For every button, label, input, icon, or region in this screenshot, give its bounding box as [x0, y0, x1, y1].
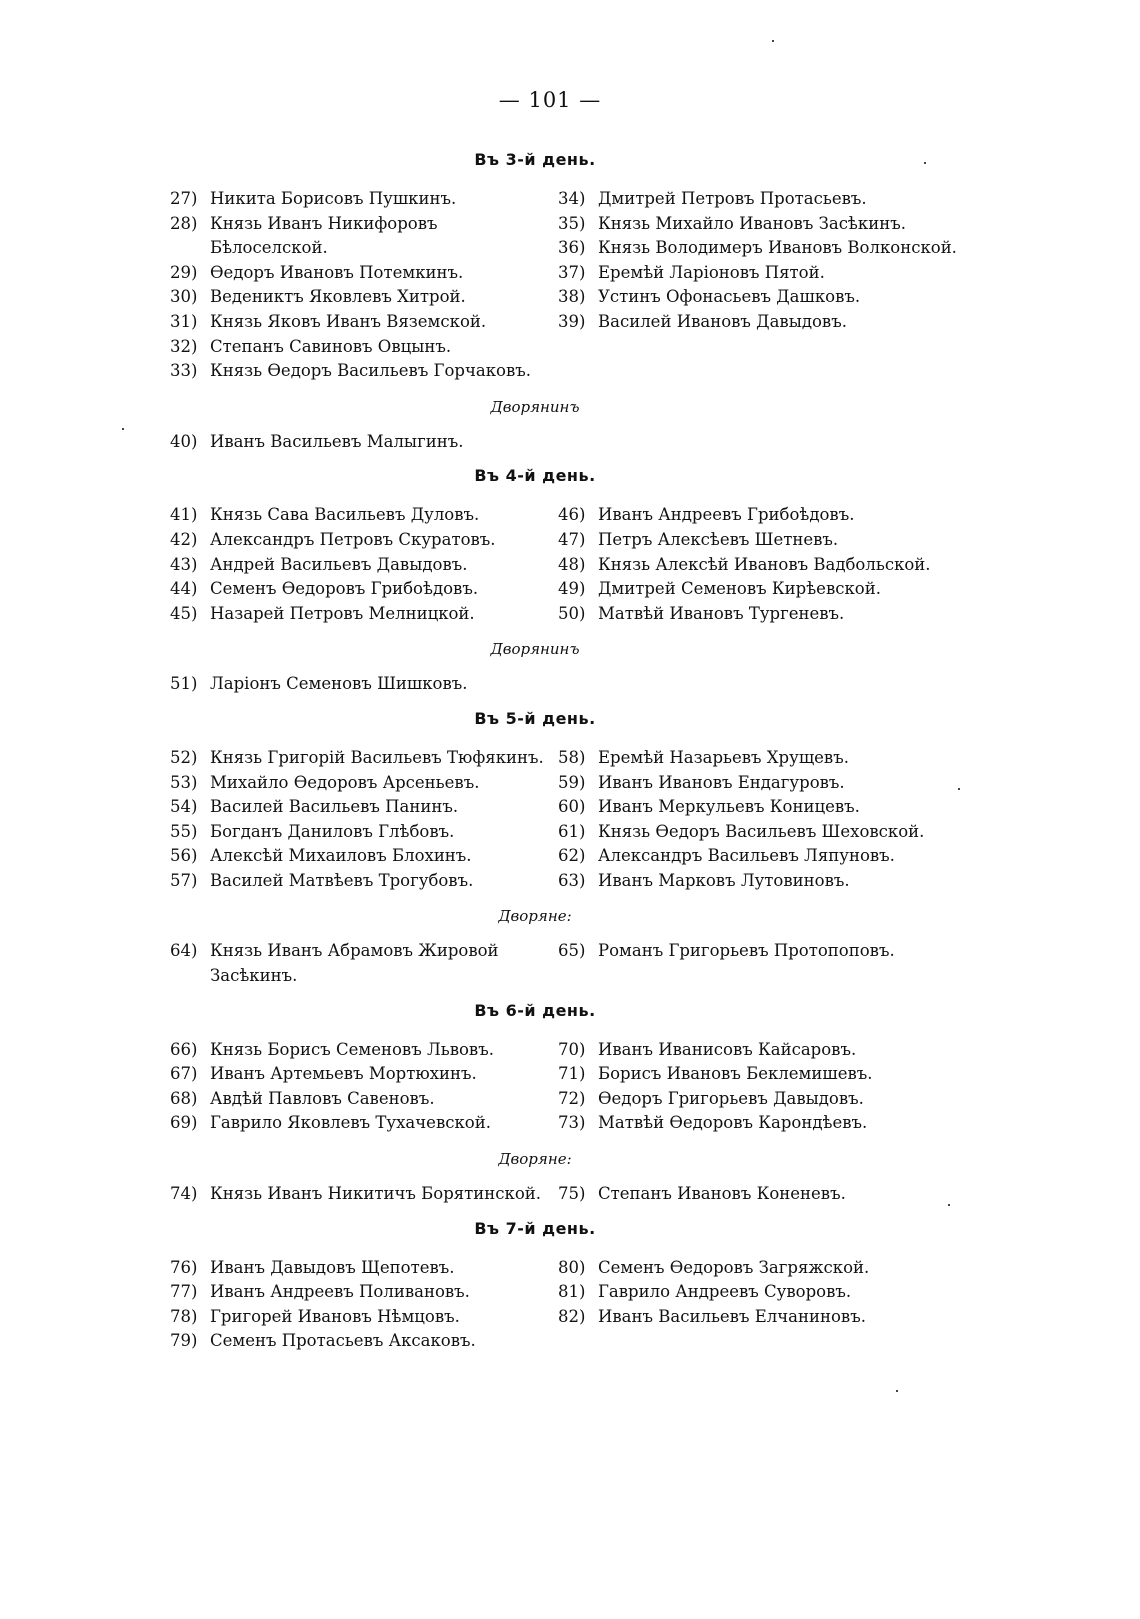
right-column [558, 939, 1000, 988]
entry-number: 49) [558, 579, 586, 599]
right-column [558, 503, 1000, 626]
entry-number: 63) [558, 870, 586, 890]
left-column [170, 1256, 558, 1354]
day-section [170, 150, 1000, 454]
entry-number: 64) [170, 941, 198, 961]
right-column [558, 746, 1000, 894]
list-item [170, 869, 558, 894]
entry-name: Ѳедоръ Ивановъ Потемкинъ. [210, 262, 464, 282]
list-item [558, 310, 1000, 335]
list-item [170, 672, 558, 697]
list-item [170, 261, 558, 286]
list-item [170, 1305, 558, 1330]
entry-number: 80) [558, 1257, 586, 1277]
entry-number: 31) [170, 311, 198, 331]
left-column [170, 1038, 558, 1136]
list-item [558, 528, 1000, 553]
entry-name: Князь Григорій Васильевъ Тюфякинъ. [210, 747, 544, 767]
entry-name: Матвѣй Ивановъ Тургеневъ. [598, 603, 845, 623]
day-heading: Въ 7-й день. [474, 1218, 596, 1238]
list-item [558, 236, 1000, 261]
two-column-list [170, 187, 1000, 384]
entry-number: 65) [558, 941, 586, 961]
entry-number: 66) [170, 1039, 198, 1059]
entry-number: 76) [170, 1257, 198, 1277]
entry-number: 71) [558, 1064, 586, 1084]
entry-number: 45) [170, 603, 198, 623]
rank-subheading: Дворянинъ [490, 397, 580, 416]
entry-number: 69) [170, 1113, 198, 1133]
entry-name: Степанъ Ивановъ Коненевъ. [598, 1184, 846, 1204]
entry-name: Князь Яковъ Иванъ Вяземской. [210, 311, 487, 331]
list-item [558, 187, 1000, 212]
list-item [558, 1038, 1000, 1063]
list-item [170, 310, 558, 335]
page-content [170, 138, 1000, 1358]
entry-number: 40) [170, 431, 198, 451]
list-item [558, 795, 1000, 820]
entry-number: 32) [170, 336, 198, 356]
entry-number: 33) [170, 361, 198, 381]
entry-name: Князь Сава Васильевъ Дуловъ. [210, 505, 480, 525]
entry-name: Ѳедоръ Григорьевъ Давыдовъ. [598, 1088, 864, 1108]
entry-number: 34) [558, 189, 586, 208]
entry-number: 60) [558, 797, 586, 817]
list-item [170, 1329, 558, 1354]
list-item [170, 359, 558, 384]
entry-name: Богданъ Даниловъ Глѣбовъ. [210, 821, 455, 841]
page-number: — 101 — [498, 88, 602, 112]
two-column-list [170, 1182, 1000, 1207]
list-item [558, 261, 1000, 286]
list-item [558, 1111, 1000, 1136]
entry-number: 55) [170, 821, 198, 841]
entry-number: 39) [558, 311, 586, 331]
entry-number: 81) [558, 1282, 586, 1302]
entry-name: Иванъ Иванисовъ Кайсаровъ. [598, 1039, 857, 1059]
entry-name: Борисъ Ивановъ Беклемишевъ. [598, 1064, 873, 1084]
right-column [558, 187, 1000, 384]
right-column [558, 672, 1000, 697]
scan-speck [896, 1390, 898, 1392]
left-column [170, 187, 558, 384]
entry-name: Князь Иванъ Абрамовъ Жировой Засѣкинъ. [210, 941, 499, 986]
day-heading: Въ 5-й день. [474, 708, 596, 728]
entry-name: Иванъ Марковъ Лутовиновъ. [598, 870, 850, 890]
entry-number: 73) [558, 1113, 586, 1133]
entry-number: 70) [558, 1039, 586, 1059]
left-column [170, 746, 558, 894]
list-item [170, 844, 558, 869]
list-item [170, 212, 558, 261]
two-column-list [170, 939, 1000, 988]
entry-name: Степанъ Савиновъ Овцынъ. [210, 336, 452, 356]
entry-name: Устинъ Офонасьевъ Дашковъ. [598, 287, 861, 307]
entry-number: 42) [170, 529, 198, 549]
list-item [170, 746, 558, 771]
list-item [558, 1062, 1000, 1087]
entry-name: Никита Борисовъ Пушкинъ. [210, 189, 457, 208]
list-item [558, 503, 1000, 528]
list-item [558, 820, 1000, 845]
entry-name: Гаврило Яковлевъ Тухачевской. [210, 1113, 491, 1133]
entry-name: Князь Иванъ Никитичъ Борятинской. [210, 1184, 542, 1204]
entry-name: Иванъ Васильевъ Малыгинъ. [210, 431, 464, 451]
day-section [170, 1001, 1000, 1207]
entry-number: 61) [558, 821, 586, 841]
left-column [170, 430, 558, 455]
list-item [170, 528, 558, 553]
list-item [170, 1111, 558, 1136]
list-item [170, 1256, 558, 1281]
entry-name: Иванъ Ивановъ Ендагуровъ. [598, 772, 845, 792]
entry-name: Гаврило Андреевъ Суворовъ. [598, 1282, 852, 1302]
list-item [558, 1280, 1000, 1305]
entry-number: 51) [170, 674, 198, 694]
two-column-list [170, 672, 1000, 697]
entry-name: Ведениктъ Яковлевъ Хитрой. [210, 287, 466, 307]
scan-speck [958, 788, 960, 790]
list-item [558, 212, 1000, 237]
entry-number: 57) [170, 870, 198, 890]
entry-number: 54) [170, 797, 198, 817]
entry-number: 62) [558, 846, 586, 866]
entry-number: 58) [558, 747, 586, 767]
entry-name: Григорей Ивановъ Нѣмцовъ. [210, 1306, 460, 1326]
list-item [558, 746, 1000, 771]
entry-name: Матвѣй Ѳедоровъ Карондѣевъ. [598, 1113, 868, 1133]
entry-number: 44) [170, 579, 198, 599]
entry-number: 48) [558, 554, 586, 574]
list-item [558, 771, 1000, 796]
left-column [170, 1182, 558, 1207]
list-item [170, 1062, 558, 1087]
entry-number: 35) [558, 213, 586, 233]
entry-name: Авдѣй Павловъ Савеновъ. [210, 1088, 435, 1108]
entry-number: 74) [170, 1184, 198, 1204]
list-item [170, 602, 558, 627]
two-column-list [170, 1038, 1000, 1136]
two-column-list [170, 1256, 1000, 1354]
entry-number: 46) [558, 505, 586, 525]
two-column-list [170, 503, 1000, 626]
entry-number: 56) [170, 846, 198, 866]
entry-name: Иванъ Артемьевъ Мортюхинъ. [210, 1064, 477, 1084]
list-item [170, 187, 558, 212]
entry-name: Семенъ Ѳедоровъ Загряжской. [598, 1257, 870, 1277]
entry-name: Ларіонъ Семеновъ Шишковъ. [210, 674, 468, 694]
entry-name: Василей Матвѣевъ Трогубовъ. [210, 870, 474, 890]
entry-number: 75) [558, 1184, 586, 1204]
entry-name: Дмитрей Петровъ Протасьевъ. [598, 189, 867, 208]
entry-name: Иванъ Давыдовъ Щепотевъ. [210, 1257, 455, 1277]
list-item [558, 577, 1000, 602]
list-item [170, 553, 558, 578]
day-section [170, 466, 1000, 697]
rank-subheading: Дворянинъ [490, 640, 580, 659]
list-item [558, 1305, 1000, 1330]
right-column [558, 1256, 1000, 1354]
scan-speck [924, 162, 926, 164]
entry-number: 47) [558, 529, 586, 549]
day-section [170, 709, 1000, 989]
entry-number: 37) [558, 262, 586, 282]
entry-name: Романъ Григорьевъ Протопоповъ. [598, 941, 895, 961]
list-item [558, 869, 1000, 894]
entry-number: 28) [170, 213, 198, 233]
entry-name: Князь Ѳедоръ Васильевъ Горчаковъ. [210, 361, 532, 381]
list-item [170, 1182, 558, 1207]
list-item [170, 1280, 558, 1305]
entry-name: Иванъ Меркульевъ Коницевъ. [598, 797, 860, 817]
two-column-list [170, 430, 1000, 455]
day-section [170, 1219, 1000, 1354]
list-item [558, 1087, 1000, 1112]
entry-number: 29) [170, 262, 198, 282]
list-item [558, 844, 1000, 869]
entry-number: 43) [170, 554, 198, 574]
entry-name: Семенъ Ѳедоровъ Грибоѣдовъ. [210, 579, 479, 599]
right-column [558, 430, 1000, 455]
entry-number: 72) [558, 1088, 586, 1108]
entry-number: 36) [558, 238, 586, 258]
day-heading: Въ 4-й день. [474, 466, 596, 486]
day-heading: Въ 6-й день. [474, 1000, 596, 1020]
entry-number: 41) [170, 505, 198, 525]
list-item [170, 430, 558, 455]
list-item [558, 602, 1000, 627]
entry-number: 52) [170, 747, 198, 767]
right-column [558, 1038, 1000, 1136]
left-column [170, 939, 558, 988]
list-item [558, 1256, 1000, 1281]
entry-name: Иванъ Андреевъ Грибоѣдовъ. [598, 505, 855, 525]
list-item [170, 1087, 558, 1112]
entry-number: 38) [558, 287, 586, 307]
list-item [558, 553, 1000, 578]
entry-name: Андрей Васильевъ Давыдовъ. [210, 554, 468, 574]
entry-name: Князь Володимеръ Ивановъ Волконской. [598, 238, 957, 258]
scan-speck [122, 428, 124, 430]
left-column [170, 672, 558, 697]
entry-number: 67) [170, 1064, 198, 1084]
list-item [170, 285, 558, 310]
entry-number: 50) [558, 603, 586, 623]
rank-subheading: Дворяне: [498, 907, 572, 926]
list-item [170, 795, 558, 820]
list-item [170, 503, 558, 528]
entry-name: Еремѣй Назарьевъ Хрущевъ. [598, 747, 849, 767]
entry-number: 78) [170, 1306, 198, 1326]
entry-name: Иванъ Андреевъ Поливановъ. [210, 1282, 470, 1302]
list-item [170, 335, 558, 360]
list-item [170, 939, 558, 988]
entry-name: Князь Иванъ Никифоровъ Бѣлоселской. [210, 213, 438, 258]
scan-speck [772, 40, 774, 42]
entry-number: 30) [170, 287, 198, 307]
list-item [558, 1182, 1000, 1207]
two-column-list [170, 746, 1000, 894]
entry-name: Иванъ Васильевъ Елчаниновъ. [598, 1306, 866, 1326]
entry-number: 53) [170, 772, 198, 792]
entry-number: 68) [170, 1088, 198, 1108]
list-item [170, 1038, 558, 1063]
entry-name: Князь Ѳедоръ Васильевъ Шеховской. [598, 821, 925, 841]
rank-subheading: Дворяне: [498, 1150, 572, 1169]
list-item [170, 577, 558, 602]
scan-speck [948, 1204, 950, 1206]
list-item [170, 820, 558, 845]
entry-number: 27) [170, 189, 198, 208]
entry-name: Александръ Петровъ Скуратовъ. [210, 529, 496, 549]
entry-name: Василей Ивановъ Давыдовъ. [598, 311, 847, 331]
entry-name: Петръ Алексѣевъ Шетневъ. [598, 529, 839, 549]
entry-name: Александръ Васильевъ Ляпуновъ. [598, 846, 895, 866]
entry-number: 77) [170, 1282, 198, 1302]
entry-name: Семенъ Протасьевъ Аксаковъ. [210, 1331, 476, 1351]
list-item [558, 939, 1000, 964]
entry-number: 82) [558, 1306, 586, 1326]
list-item [170, 771, 558, 796]
entry-name: Василей Васильевъ Панинъ. [210, 797, 459, 817]
entry-name: Еремѣй Ларіоновъ Пятой. [598, 262, 825, 282]
entry-name: Алексѣй Михаиловъ Блохинъ. [210, 846, 472, 866]
entry-name: Князь Алексѣй Ивановъ Вадбольской. [598, 554, 931, 574]
entry-name: Михайло Ѳедоровъ Арсеньевъ. [210, 772, 480, 792]
list-item [558, 285, 1000, 310]
entry-name: Дмитрей Семеновъ Кирѣевской. [598, 579, 881, 599]
day-heading: Въ 3-й день. [474, 150, 596, 169]
right-column [558, 1182, 1000, 1207]
entry-name: Князь Михайло Ивановъ Засѣкинъ. [598, 213, 906, 233]
left-column [170, 503, 558, 626]
entry-name: Князь Борисъ Семеновъ Львовъ. [210, 1039, 494, 1059]
entry-number: 79) [170, 1331, 198, 1351]
entry-name: Назарей Петровъ Мелницкой. [210, 603, 475, 623]
entry-number: 59) [558, 772, 586, 792]
